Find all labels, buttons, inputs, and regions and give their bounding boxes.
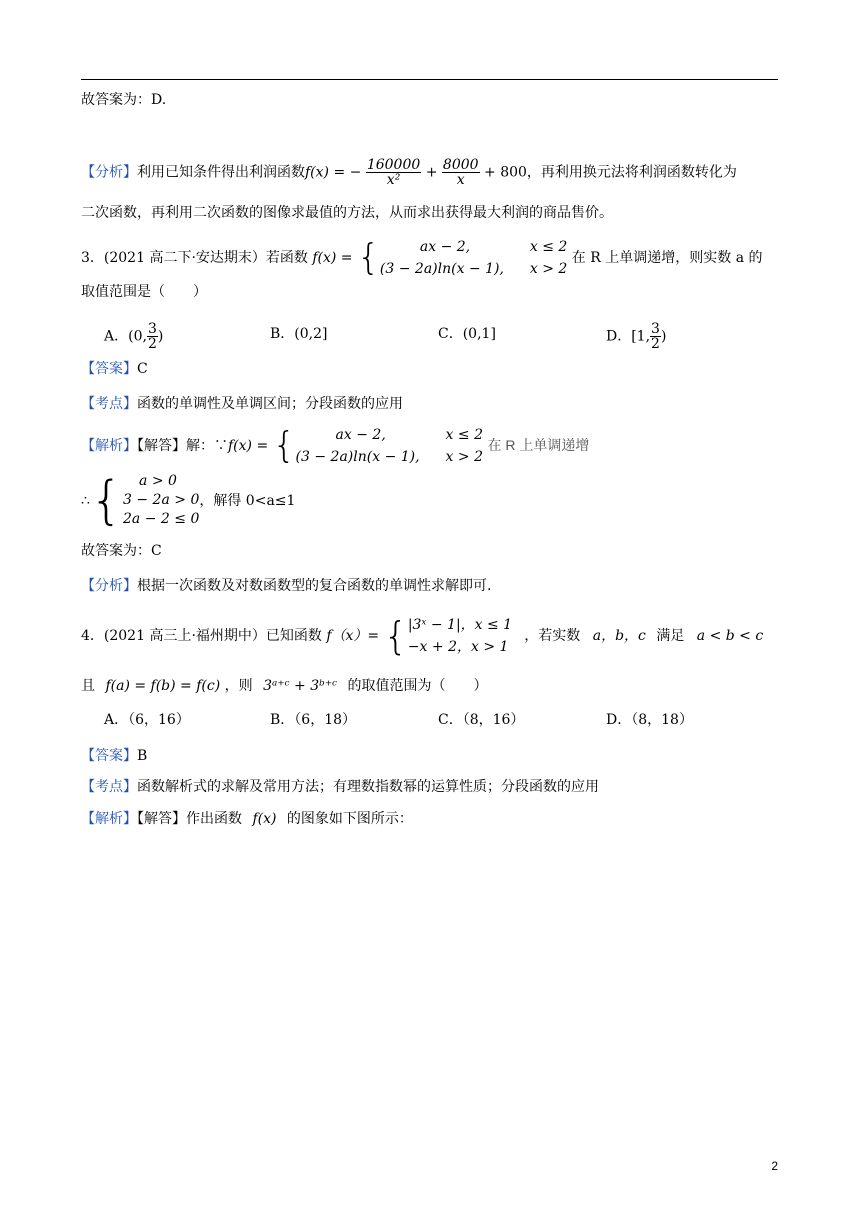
option-c: C．(0,1] — [438, 326, 496, 342]
q4-stem-line2: 且 f(a) = f(b) = f(c) ，则 3ᵃ⁺ᶜ + 3ᵇ⁺ᶜ 的取值范围为（ ） — [81, 678, 488, 694]
q4-kaodian: 【考点】函数解析式的求解及常用方法；有理数指数幂的运算性质；分段函数的应用 — [81, 779, 599, 795]
prev-answer: 故答案为：D. — [81, 92, 167, 108]
option-a: A．(0, $\frac{3}{2}$ ) — [104, 321, 164, 352]
fraction: $\frac{160000}{\text{x²}}$ — [366, 157, 421, 188]
q3-stem-line2: 取值范围是（ ） — [81, 284, 207, 300]
prev-analysis-line2: 二次函数，再利用二次函数的图像求最值的方法，从而求出获得最大利润的商品售价。 — [81, 205, 613, 221]
left-brace: { — [272, 425, 296, 466]
q4-option-b: B．（6，18） — [270, 712, 357, 728]
q3-system: ∴{ a > 0 3 − 2a > 0 2a − 2 ≤ 0，解得 0<a≤1 — [81, 470, 296, 531]
q3-fenxi: 【分析】根据一次函数及对数函数型的复合函数的单调性求解即可. — [81, 578, 492, 594]
piecewise-cases: ax − 2, x ≤ 2 (3 − 2a)ln(x − 1), x > 2 — [379, 239, 568, 277]
q4-option-c: C．（8，16） — [438, 712, 525, 728]
page-number: 2 — [771, 1159, 778, 1173]
q3-kaodian: 【考点】函数的单调性及单调区间；分段函数的应用 — [81, 396, 403, 412]
option-b: B．(0,2] — [270, 326, 328, 342]
analysis-tag: 【分析】 — [81, 164, 137, 181]
q3-stem: 3．(2021 高二下·安达期末）若函数 f(x) = { ax − 2, x ≤ 2 (3 − 2a)ln(x − 1), x > 2 在 R 上单调递增，则实数 a 的 — [81, 237, 763, 278]
q4-answer: 【答案】B — [81, 748, 148, 764]
q3-final: 故答案为：C — [81, 543, 162, 559]
option-d: D．[1, $\frac{3}{2}$ ) — [606, 321, 667, 352]
prev-analysis: 【分析】利用已知条件得出利润函数f(x) = − $\frac{160000}{\text{x²}}$ + $\frac{8000}{x}$ + 800，再利用换元法将利润函数转化为 — [81, 157, 737, 188]
q4-option-d: D．（8，18） — [606, 712, 693, 728]
q3-jiexi: 【解析】【解答】解：∵f(x) = { ax − 2, x ≤ 2 (3 − 2a)ln(x − 1), x > 2 在 R 上单调递增 — [81, 425, 590, 466]
q4-jiexi: 【解析】【解答】作出函数 f(x) 的图象如下图所示： — [81, 811, 413, 827]
q4-option-a: A．（6，16） — [104, 712, 190, 728]
q4-stem: 4．(2021 高三上·福州期中）已知函数 f（x）= {|3ˣ − 1|，x ≤ 1 −x + 2，x > 1 ，若实数 a，b，c 满足 a < b < c — [81, 614, 764, 658]
left-brace: { — [357, 237, 380, 278]
fraction: $\frac{8000}{x}$ — [442, 157, 479, 188]
q3-answer: 【答案】C — [81, 361, 148, 377]
header-rule — [81, 79, 778, 80]
